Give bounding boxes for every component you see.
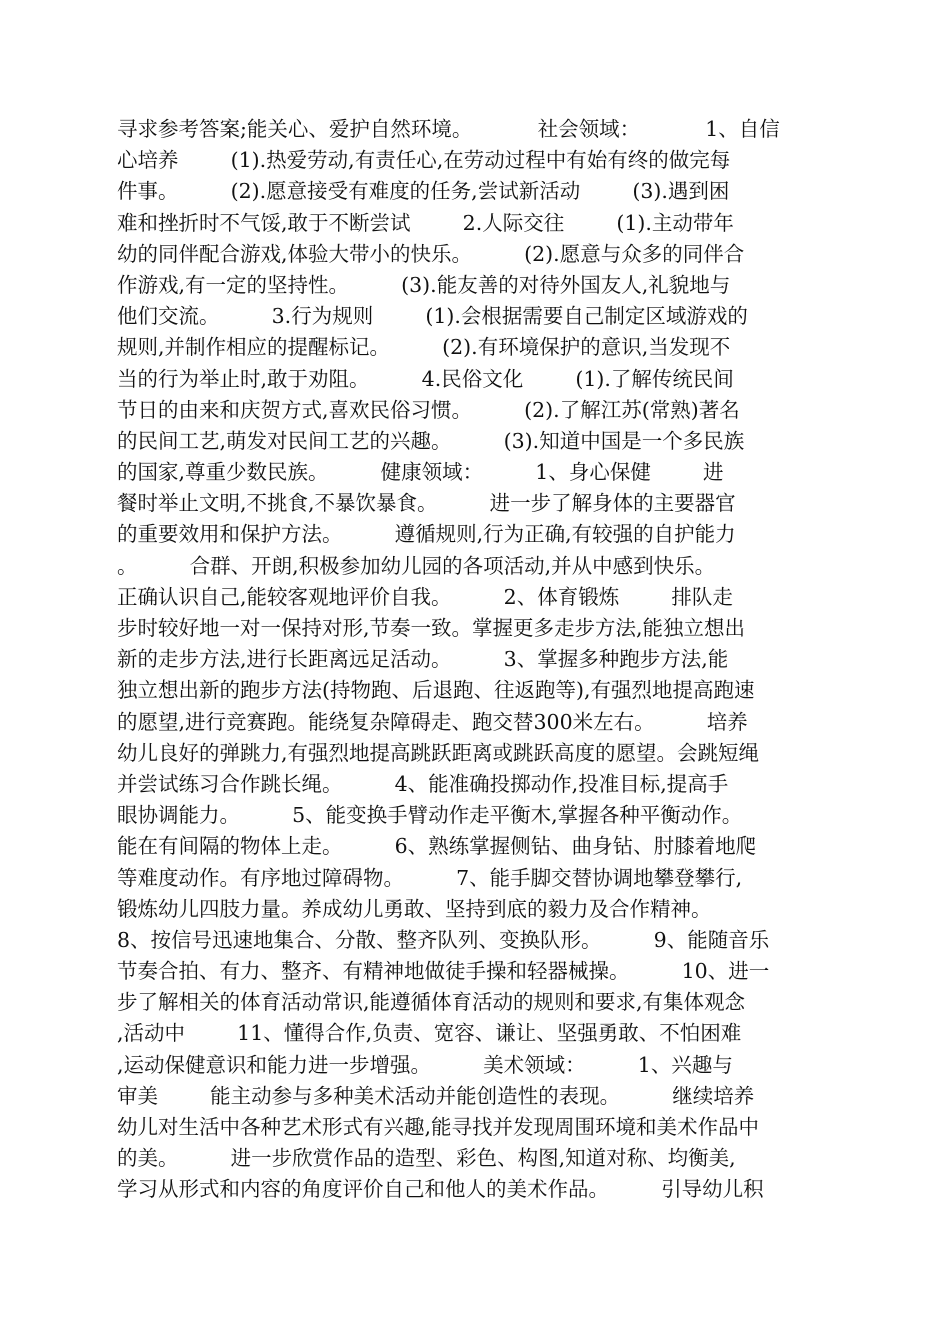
text-line: 规则,并制作相应的提醒标记。 (2).有环境保护的意识,当发现不 — [117, 335, 731, 360]
text-line: 当的行为举止时,敢于劝阻。 4.民俗文化 (1).了解传统民间 — [117, 366, 734, 391]
text-line: 节日的由来和庆贺方式,喜欢民俗习惯。 (2).了解江苏(常熟)著名 — [117, 397, 740, 422]
text-line: 新的走步方法,进行长距离远足活动。 3、掌握多种跑步方法,能 — [117, 647, 729, 672]
text-line: 眼协调能力。 5、能变换手臂动作走平衡木,掌握各种平衡动作。 — [117, 803, 743, 828]
text-line: 他们交流。 3.行为规则 (1).会根据需要自己制定区域游戏的 — [117, 304, 748, 329]
document-body — [117, 114, 877, 1206]
text-line: 8、按信号迅速地集合、分散、整齐队列、变换队形。 9、能随音乐 — [117, 927, 770, 952]
text-line: 的民间工艺,萌发对民间工艺的兴趣。 (3).知道中国是一个多民族 — [117, 428, 745, 453]
text-line: 的美。 进一步欣赏作品的造型、彩色、构图,知道对称、均衡美, — [117, 1146, 736, 1171]
text-line: 的国家,尊重少数民族。 健康领域： 1、身心保健 进 — [117, 460, 724, 485]
text-line: ,活动中 11、懂得合作,负责、宽容、谦让、坚强勇敢、不怕困难 — [117, 1021, 742, 1046]
text-line: 能在有间隔的物体上走。 6、熟练掌握侧钻、曲身钻、肘膝着地爬 — [117, 834, 757, 859]
text-line: 心培养 (1).热爱劳动,有责任心,在劳动过程中有始有终的做完每 — [117, 148, 731, 173]
text-line: 并尝试练习合作跳长绳。 4、能准确投掷动作,投准目标,提高手 — [117, 771, 729, 796]
text-line: 难和挫折时不气馁,敢于不断尝试 2.人际交往 (1).主动带年 — [117, 210, 734, 235]
text-line: 幼儿良好的弹跳力,有强烈地提高跳跃距离或跳跃高度的愿望。会跳短绳 — [117, 740, 760, 765]
text-line: 审美 能主动参与多种美术活动并能创造性的表现。 继续培养 — [117, 1083, 755, 1108]
text-line: 步了解相关的体育活动常识,能遵循体育活动的规则和要求,有集体观念 — [117, 990, 746, 1015]
text-line: 节奏合拍、有力、整齐、有精神地做徒手操和轻器械操。 10、进一 — [117, 959, 770, 984]
text-line: 学习从形式和内容的角度评价自己和他人的美术作品。 引导幼儿积 — [117, 1177, 764, 1202]
text-line: 幼儿对生活中各种艺术形式有兴趣,能寻找并发现周围环境和美术作品中 — [117, 1115, 760, 1139]
text-line: 的重要效用和保护方法。 遵循规则,行为正确,有较强的自护能力 — [117, 522, 736, 547]
text-line: 步时较好地一对一保持对形,节奏一致。掌握更多走步方法,能独立想出 — [117, 616, 746, 640]
text-line: 餐时举止文明,不挑食,不暴饮暴食。 进一步了解身体的主要器官 — [117, 491, 736, 516]
text-line: 正确认识自己,能较客观地评价自我。 2、体育锻炼 排队走 — [117, 584, 733, 609]
text-line: 寻求参考答案;能关心、爱护自然环境。 社会领域： 1、自信 — [117, 117, 780, 141]
text-line: 幼的同伴配合游戏,体验大带小的快乐。 (2).愿意与众多的同伴合 — [117, 241, 745, 266]
text-line: 。 合群、开朗,积极参加幼儿园的各项活动,并从中感到快乐。 — [117, 553, 716, 578]
text-line: 锻炼幼儿四肢力量。养成幼儿勇敢、坚持到底的毅力及合作精神。 — [117, 896, 712, 921]
text-line: ,运动保健意识和能力进一步增强。 美术领域： 1、兴趣与 — [117, 1052, 733, 1077]
text-line: 等难度动作。有序地过障碍物。 7、能手脚交替协调地攀登攀行, — [117, 865, 743, 890]
text-line: 作游戏,有一定的坚持性。 (3).能友善的对待外国友人,礼貌地与 — [117, 272, 731, 297]
text-line: 的愿望,进行竞赛跑。能绕复杂障碍走、跑交替300米左右。 培养 — [117, 709, 748, 734]
text-line: 件事。 (2).愿意接受有难度的任务,尝试新活动 (3).遇到困 — [117, 179, 730, 204]
text-line: 独立想出新的跑步方法(持物跑、后退跑、往返跑等),有强烈地提高跑速 — [117, 678, 755, 703]
